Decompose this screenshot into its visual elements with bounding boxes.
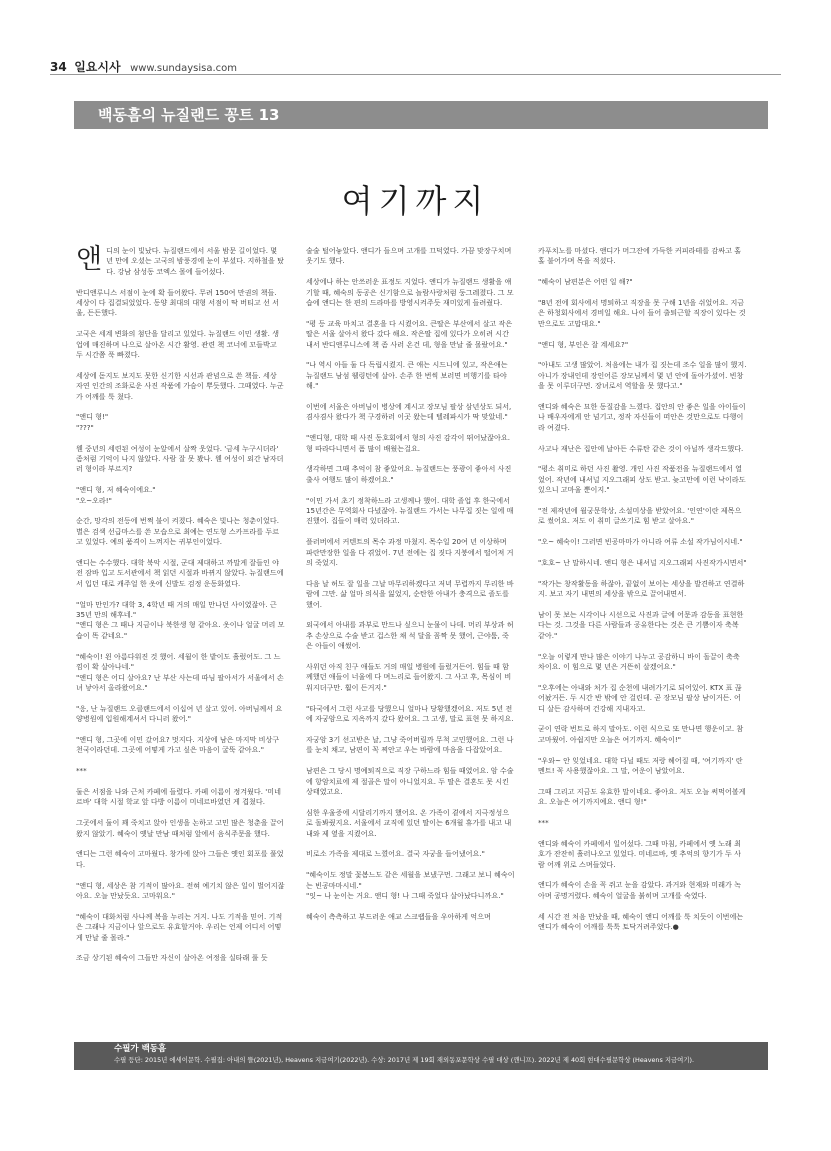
column-3-body <box>538 246 747 932</box>
paragraph: "오늘 이렇게 만나 많은 이야기 나누고 공감하니 바이 돌끌이 축축 차이요. 이 힘으로 몇 년은 거뜬히 살겠어요." <box>538 651 740 672</box>
paragraph: "혜숙이 대화처럼 사나께 복을 누리는 거지. 나도 기적을 믿어. 기적은 그래나 지금이나 앞으로도 유효할거야. 우리는 언제 어디서 어떻게 만날 줄 몰라." <box>76 911 283 942</box>
paragraph: 웬 중년의 세련된 여성이 눈앞에서 살짝 웃었다. '금세 누구시더라' 좀처럼 기억이 나지 않았다. 사람 잘 못 봤나. 웬 여성이 외간 남자더러 형이라 부르지? <box>76 443 284 474</box>
author-bio: 수필 등단: 2015년 에세이문학. 수필집: 아내의 뜰(2021년), Heavens 지금여기(2022년). 수상: 2017년 제 19회 재외동포문학상 수필 대상 (깬니프). 2022년 제 40회 현대수필문학상 (Heavens 지금여기). <box>114 1056 695 1064</box>
paragraph: "평소 취미로 하던 사진 촬영. 개인 사진 작품전을 뉴질랜드에서 열었어. 작년에 내셔널 지오그래피 상도 받고. 늦고만에 이런 낙이라도 있으니 고마울 뿐이지." <box>538 464 746 495</box>
paragraph: 고국은 세계 변화의 첨단을 달리고 있었다. 뉴질랜드 이민 생활. 생업에 매진하며 나으로 살아온 시간 활영. 관련 책 코너에 꼬들박고 두 시간쯤 푹 빠졌다. <box>76 329 279 360</box>
paragraph: 자궁암 3기 선고받은 날, 그냥 죽어버릴까 무척 고민했어요. 그런 나를 눈치 채고, 남편이 꼭 찌안고 우는 바람에 마음을 다잡았어요. <box>306 734 514 755</box>
paragraph: "나 역시 아들 둘 다 독립시켰지. 큰 애는 시드니에 있고, 작은애는 뉴질랜드 남섬 웰링턴에 살아. 손주 한 번씩 보러면 비행기를 타야 해." <box>306 360 508 391</box>
paragraph: "전 제작년에 월궁문학상, 소설미상을 받았어요. '인연'이란 제목으로 썼어요. 저도 이 취미 글쓰기로 힘 받고 살아요." <box>538 506 742 526</box>
paragraph: 외국에서 아내를 과부로 만드나 싶으니 눈물이 나데. 머리 부상과 허추 손상으로 수술 받고 겁스한 채 석 달을 꼼짝 못 했어, 근야툼, 죽은 아들이 애썼어. <box>306 620 514 651</box>
magazine-url: www.sundaysisa.com <box>130 63 238 74</box>
paragraph: 그곳에서 둘이 꽤 죽치고 앉아 인생을 논하고 고민 많은 청춘을 끌어왔지 않았기. 혜숙이 옛날 만남 때처럼 앞에서 음식주문을 했다. <box>76 818 284 838</box>
paragraph: 앤디와 혜숙은 묘한 동질감을 느꼈다. 집안의 안 좋은 일을 아이들이나 배우자에게 안 넘기고, 정작 자신들이 떠안은 것만으로도 다행이라 여겼다. <box>538 402 746 432</box>
paragraph: 남편은 그 당시 명예퇴직으로 직장 구하느라 힘들 때였어요. 암 수술에 항암치료에 제 절골은 말이 아니었지요. 두 딸은 결혼도 못 시킨 상태였고요. <box>306 766 514 796</box>
paragraph: 앤디가 혜숙이 손을 꼭 쥐고 눈을 감았다. 과거와 현재와 미래가 녹아며 공명거렸다. 혜숙이 얼굴을 붉히며 고개를 숙였다. <box>538 880 741 900</box>
paragraph: "얼마 만인가? 대학 3, 4학년 때 거의 매일 만나던 사이였잖아. 근 35년 만의 해후네." "앤디 형은 그 때나 지금이나 북한생 형 같아요. 옷이나 얼굴 머리 모습이 똑 같네요." <box>76 599 285 640</box>
author-name: 수필가 백동흠 <box>114 1044 167 1054</box>
text-column-3 <box>538 246 747 943</box>
paragraph: "오후에는 아내와 처가 집 순천에 내려가기로 되어있어. KTX 표 끊어놨거든. 두 시간 반 밖에 안 걸린데. 곧 장모님 팔상 남이거든. 어디 살든 감사하며 건강해 지내자고. <box>538 682 742 713</box>
page-number: 34 <box>50 60 67 74</box>
paragraph: 혜숙이 측측하고 부드러운 애교 스크랩들을 우아하게 억으며 <box>306 911 491 921</box>
paragraph: 비로소 가족을 제대로 느꼈어요. 결국 자궁을 들어냈어요." <box>306 849 485 859</box>
drop-cap: 앤 <box>76 244 103 275</box>
paragraph: 앤디는 그런 혜숙이 고마웠다. 창가에 앉아 그들은 옛인 회포를 풀었다. <box>76 849 284 869</box>
text-column-2 <box>306 246 515 933</box>
paragraph: 반디앤루니스 서점이 눈에 확 들어왔다. 무려 150여 만권의 책들. 세상이 다 집결되었었다. 동양 최대의 대형 서점이 딱 버티고 선 서울, 든든했다. <box>76 287 279 318</box>
paragraph: "작가는 창작활동을 하잖아, 끝없이 보이는 세상을 발견하고 연결하지. 보고 자기 내면의 세상을 밖으로 끌어내면서. <box>538 578 745 599</box>
paragraph: 술술 털어놓았다. 앤디가 들으며 고개를 끄덕였다. 가끔 맞장구치며 웃기도 했다. <box>306 246 512 266</box>
column-banner: 백동흠의 뉴질랜드 꽁트 13 <box>74 101 768 129</box>
text-column-1 <box>76 246 285 974</box>
column-1-body <box>76 246 285 964</box>
magazine-name: 일요시사 <box>74 60 121 74</box>
paragraph: "아내도 고생 많았어. 처음에는 내가 집 짓는데 조수 일을 많이 했지. 아니가 장내인데 장인어른 장모님께서 몇 년 안에 돌아가셨어. 빈창을 못 이루더구먼. 장녀로서 역할을 못 했다고." <box>538 360 747 391</box>
paragraph: 둘은 서점을 나와 근처 카페에 들렸다. 카페 이름이 정겨웠다. '미네르바' 대학 시절 학교 앞 다방 이름이 미네르바였던 게 겹쳤다. <box>76 786 281 807</box>
paragraph: "앤디 형, 부인은 잘 계세요?" <box>538 339 629 349</box>
header-rule <box>50 74 781 75</box>
paragraph: "우와~ 안 잊었네요. 대학 다닐 때도 저랑 헤어질 때, '여기까지' 란 멘트! 꼭 사용했잖아요. 그 말, 여운이 남았어요. <box>538 755 743 776</box>
paragraph: "앤디형, 대학 때 사진 동호회에서 형의 사진 감각이 뛰어났잖아요. 형 따라다니면서 폼 많이 배웠는걸요. <box>306 433 510 453</box>
paragraph: 그때 그리고 지금도 유효한 말이네요. 좋아요. 저도 오늘 써먹어볼게요. 오늘은 여기까지예요. 앤디 형!" <box>538 786 746 807</box>
paragraph: "앤디 형, 그곳에 이민 갔어요? 멋지다. 지상에 남은 마지막 비상구 천국이라던데. 그곳에 어떻게 가고 싶은 마음이 굴뚝 같아요." <box>76 734 280 755</box>
paragraph: 세 시간 전 처음 만났을 때, 혜숙이 앤디 어깨를 툭 치듯이 이번에는 앤디가 혜숙이 어깨를 툭툭 토닥거려주었다.● <box>538 911 744 932</box>
paragraph: 카푸치노를 마셨다. 앤디가 머그잔에 가득한 커피라테를 감싸고 홀홀 불어가며 목을 적셨다. <box>538 246 742 266</box>
paragraph: "혜숙이도 정말 꽃봄느도 같은 세월을 보냈구먼. 그래고 보니 혜숙이는 빈공마마시네." "잇~ 나 눈이는 거요. 앤디 형! 나 그때 죽었다 살아났다니까요." <box>306 870 515 900</box>
paragraph: 다음 날 허도 잘 일을 그날 마무리하겠다고 저녁 무렵까지 무리한 바람에 그만. 삶 얼마 의식을 잃었지, 순탄한 아내가 충격으로 졸도를 했어. <box>306 578 514 609</box>
paragraph: "앤디 형!" "???" <box>76 412 109 432</box>
paragraph: 조금 상기된 혜숙이 그들만 자신이 살아온 여정을 실타래 풀 듯 <box>76 953 268 963</box>
paragraph: "혜숙이! 왼 아름다워진 것 했어. 세월이 한 밭이도 흘렀어도. 그 느낌이 확 살아나네." "앤디 형은 어디 살아요? 난 부산 사는데 따님 팔아서가 서울에서 손녀 낳아서 올라왔어요." <box>76 651 284 692</box>
paragraph: 사위던 아직 친구 애들도 거의 매일 병원에 들렀거든어. 힘들 때 함께했던 애들이 너울에 다 며느리로 들어왔지. 그 사고 후, 목심이 비워지더구만. 훨이 든거지." <box>306 662 512 692</box>
paragraph: "8년 전에 회사에서 명퇴하고 직장을 못 구해 1년을 쉬었어요. 지금은 하청회사에서 경비일 해요. 나이 들어 출퇴근할 직장이 있다는 것만으로도 고맙대요." <box>538 298 746 328</box>
paragraph: 심한 우울증에 시달리기까지 했어요. 온 가족이 곁에서 지극정성으로 돌봐줬지요. 서울에서 교직에 있던 딸이는 6개월 휴가를 내고 내내와 제 옆을 지켰어요. <box>306 807 512 838</box>
paragraph: "앤디 형, 저 혜숙이에요." "오~오라!" <box>76 485 156 505</box>
paragraph: "이민 가서 초기 정착하느라 고생께나 했어. 대학 졸업 후 한국에서 15년간은 무역회사 다녔잖아. 뉴질랜드 가서는 나무집 짓는 일에 매진했어. 집들이 매력 있더라고. <box>306 495 514 526</box>
paragraph: "호호~ 난 말하시네. 앤디 형은 내셔널 지오그래피 사진작가시면서" <box>538 558 747 568</box>
story-title: 여기까지 <box>341 182 490 220</box>
paragraph: 앤디와 혜숙이 카페에서 일어섰다. 그때 마침, 카페에서 옛 노래 최호가 잔잔히 흘러나오고 있었다. 미네르바, 옛 추억의 향기가 두 사람 어깨 위로 스며들었다. <box>538 838 741 869</box>
paragraph: 굳이 연락 번트로 하지 말아도. 이런 식으로 또 만나면 행운이고. 참 고마웠어. 아쉽지만 오늘은 여기까지. 혜숙이!" <box>538 724 744 744</box>
paragraph: "앤디 형, 세상은 참 기적이 많아요. 전혀 예기치 않은 일이 벌어지잖아요. 오늘 만났듯요. 고마워요." <box>76 880 285 900</box>
author-box <box>74 1042 768 1070</box>
paragraph: "타국에서 그런 사고를 당했으니 얼마나 당황했겠어요. 저도 5년 전에 자궁암으로 지옥까지 갔다 왔어요. 그 고생, 말로 표현 못 하지요. <box>306 703 514 724</box>
paragraph: 이번에 서울은 아버님이 병상에 계시고 장모님 팔상 삼년상도 되서, 겸사겸사 왔다가 책 구경하러 이곳 왔는데 텔레파시가 딱 맞았네." <box>306 402 512 422</box>
paragraph: "평 등 교육 마치고 결혼을 다 시켰어요. 큰딸은 부산에서 살고 작은딸은 서울 살아서 왔다 갔다 해요. 작은딸 집에 있다가 오히려 시간 내서 반디앤루니스에 책 좀 사러 온건 데, 형을 만날 줄 몰랐어요." <box>306 318 513 349</box>
paragraph: *** <box>538 818 549 828</box>
column-2-body <box>306 246 515 922</box>
paragraph: 디의 눈이 빛났다. 뉴질랜드에서 서울 밤문 길이었다. 몇 년 만에 오셨는 고국의 밤풍경에 눈이 부셨다. 지하철을 탔다. 강남 삼성동 코엑스 몰에 들어섰다. <box>106 246 284 276</box>
paragraph: "응, 난 뉴질랜드 오클랜드에서 이십여 년 살고 있어. 아버님께서 요양병원에 입원해계셔서 다니러 왔어." <box>76 703 283 724</box>
paragraph: 세상에나 하는 안쓰러운 표정도 지었다. 앤디가 뉴질랜드 생활을 얘기할 때, 혜숙의 동공은 신기함으로 놀람사랑처럼 둥그레졌다. 그 모습에 앤디는 한 편의 드라마를 방영시켜주듯 재미있게 들려줬다. <box>306 277 514 308</box>
paragraph: "오~ 혜숙이! 그러면 빈공마마가 아니라 여류 소설 작가님이시네." <box>538 537 743 547</box>
paragraph: 사고나 재난은 집안에 날아든 수류탄 같은 것이 아닐까 생각드했다. <box>538 443 744 453</box>
paragraph: 남이 못 보는 시각이나 시선으로 사진과 글에 어문과 감동을 표현한다는 것. 그것을 다른 사람들과 공유한다는 것은 큰 기쁨이자 축복 같아." <box>538 610 744 640</box>
page-header <box>50 58 237 75</box>
paragraph: 플러버에서 커텐트의 목수 과정 마쳤지. 목수일 20여 년 이상하며 파란만장한 일을 다 겪었어. 7년 전에는 집 짓다 지붕에서 떨어져 거의 죽었지. <box>306 537 514 568</box>
paragraph: 세상에 돋지도 보지도 못한 신기한 시선과 관념으로 쓴 책들. 세상 자연 인간의 조화로운 사진 작품에 가슴이 뿌듯했다. 그때였다. 누군가 어깨를 툭 쳤다. <box>76 370 284 401</box>
paragraph: 앤디는 수수했다. 대학 북악 시절, 군대 제대하고 까말게 잘들인 야전 잠바 입고 도서관에서 책 읽던 시절과 바뀌지 않았다. 뉴질랜드에서 입던 대로 캐주얼 한 옷에 신발도 검정 운동화였다. <box>76 558 284 588</box>
paragraph: 순간, 망각의 전등에 번쩍 불이 켜졌다. 혜숙은 빛나는 청춘이었다. 별은 검색 선급마스를 쓴 모습으로 최예는 연도형 스카프라를 두르고 있었다. 예의 품격이 느껴지는 귀부인이었다. <box>76 516 280 547</box>
paragraph: "혜숙이 남편분은 어떤 일 해?" <box>538 277 633 287</box>
paragraph: *** <box>76 766 87 776</box>
paragraph: 생각하면 그때 추억이 참 좋았어요. 뉴질랜드는 풍광이 좋아서 사진 출사 여행도 많이 하겠어요." <box>306 464 512 484</box>
